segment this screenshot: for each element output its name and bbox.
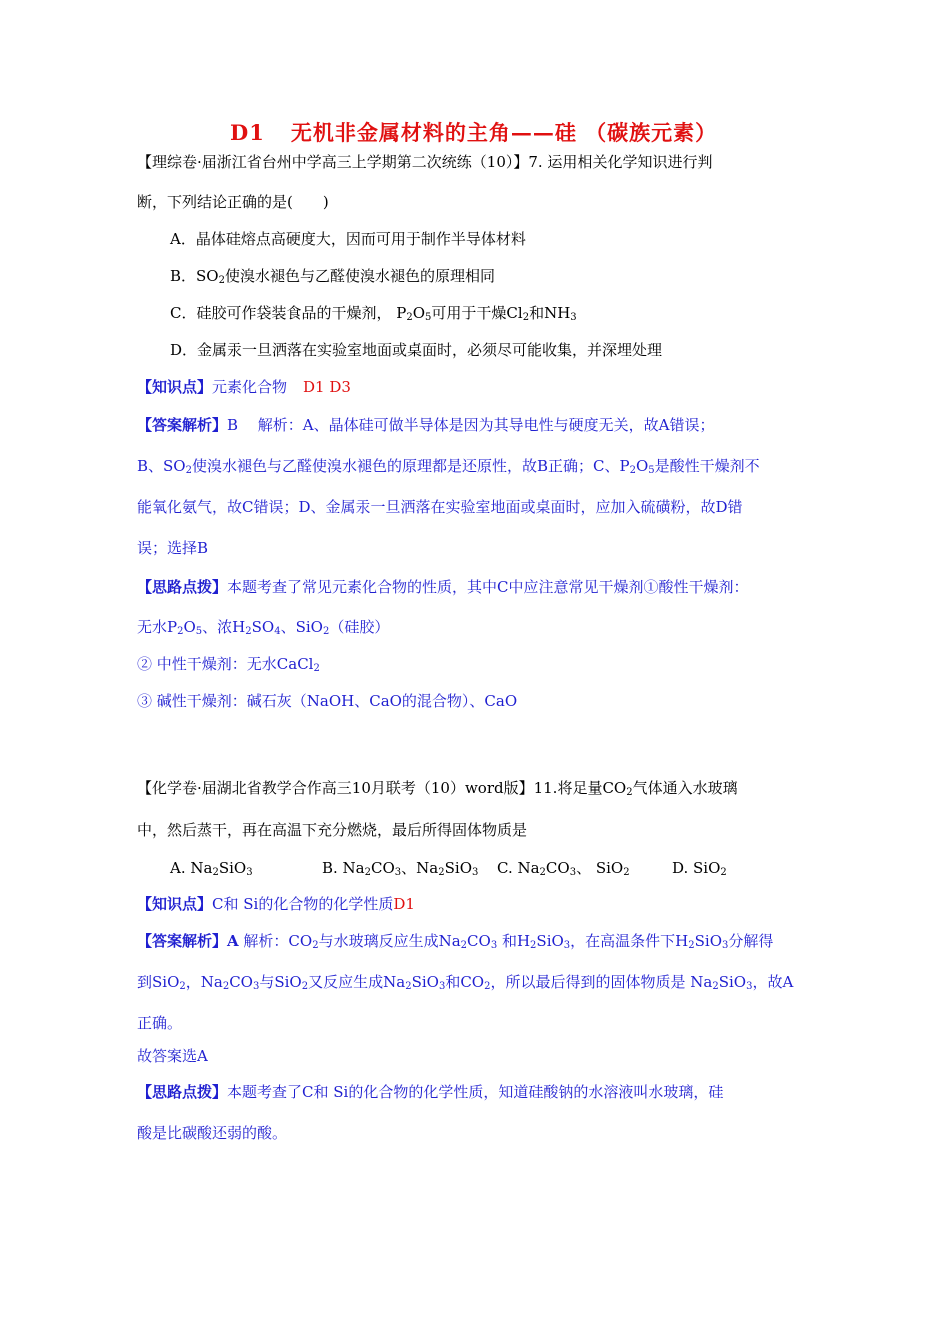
q1-option-d: D．金属汞一旦洒落在实验室地面或桌面时，必须尽可能收集，并深埋处理 bbox=[170, 341, 663, 359]
q1-answer-line4: 误；选择B bbox=[137, 539, 209, 557]
q2-knowledge-point: 【知识点】C和 Si的化合物的化学性质D1 bbox=[137, 895, 415, 913]
title-code: D1 bbox=[230, 120, 265, 145]
page-title bbox=[230, 120, 718, 145]
q2-option-d: D. SiO$_2$ bbox=[672, 859, 727, 878]
q2-option-b: B. $Na_2CO_3$、$Na_2SiO_3$ bbox=[322, 859, 479, 878]
q1-tip-line3: ② 中性干燥剂：无水CaCl$_2$ bbox=[137, 655, 320, 674]
q1-source: 【理综卷·届浙江省台州中学高三上学期第二次统练（10）】7. 运用相关化学知识进行判 bbox=[137, 153, 713, 171]
q2-option-a: A. $Na_2SiO_3$ bbox=[170, 859, 253, 878]
q1-tip-line1: 【思路点拨】本题考查了常见元素化合物的性质，其中C中应注意常见干燥剂①酸性干燥剂： bbox=[137, 578, 749, 596]
title-text: 无机非金属材料的主角——硅 （碳族元素） bbox=[290, 120, 718, 145]
q1-tip-line2: 无水$P_2O_5$、浓$H_2SO_4$、SiO$_2$（硅胶） bbox=[137, 618, 390, 637]
q2-tip-line1: 【思路点拨】本题考查了C和 Si的化合物的化学性质，知道硅酸钠的水溶液叫水玻璃，硅 bbox=[137, 1083, 724, 1101]
q2-stem: 中，然后蒸干，再在高温下充分燃烧，最后所得固体物质是 bbox=[137, 821, 528, 839]
q1-option-b: B．$SO_2$使溴水褪色与乙醛使溴水褪色的原理相同 bbox=[170, 267, 495, 286]
q1-tip-line4: ③ 碱性干燥剂：碱石灰（NaOH、CaO的混合物）、CaO bbox=[137, 692, 518, 710]
q2-option-c: C. $Na_2CO_3$、 SiO$_2$ bbox=[497, 859, 630, 878]
q1-knowledge-point: 【知识点】元素化合物 D1 D3 bbox=[137, 378, 351, 396]
q1-stem: 断，下列结论正确的是( ) bbox=[137, 193, 329, 211]
q1-answer-line2: B、$SO_2$使溴水褪色与乙醛使溴水褪色的原理都是还原性，故B正确；C、$P_2O_5$是酸性干燥剂不 bbox=[137, 457, 760, 476]
q2-answer-line2: 到SiO$_2$，$Na_2CO_3$与SiO$_2$又反应生成$Na_2SiO_3$和$CO_2$，所以最后得到的固体物质是 $Na_2SiO_3$，故A bbox=[137, 973, 794, 992]
q2-source: 【化学卷·届湖北省教学合作高三10月联考（10）word版】11.将足量$CO_2$气体通入水玻璃 bbox=[137, 779, 738, 798]
q1-option-a: A．晶体硅熔点高硬度大，因而可用于制作半导体材料 bbox=[170, 230, 526, 248]
q1-option-c: C．硅胶可作袋装食品的干燥剂， $P_2O_5$可用于干燥$Cl_2$和$NH_3$ bbox=[170, 304, 577, 323]
q2-answer-line4: 故答案选A bbox=[137, 1047, 208, 1065]
q1-answer-line3: 能氧化氨气，故C错误；D、金属汞一旦洒落在实验室地面或桌面时，应加入硫磺粉，故D错 bbox=[137, 498, 743, 516]
q2-answer-line3: 正确。 bbox=[137, 1014, 183, 1032]
q2-tip-line2: 酸是比碳酸还弱的酸。 bbox=[137, 1124, 288, 1142]
q1-answer-line1: 【答案解析】B 解析：A、晶体硅可做半导体是因为其导电性与硬度无关，故A错误； bbox=[137, 416, 715, 434]
q2-answer-line1: 【答案解析】A 解析：$CO_2$与水玻璃反应生成$Na_2CO_3$ 和$H_2SiO_3$，在高温条件下$H_2SiO_3$分解得 bbox=[137, 932, 774, 951]
